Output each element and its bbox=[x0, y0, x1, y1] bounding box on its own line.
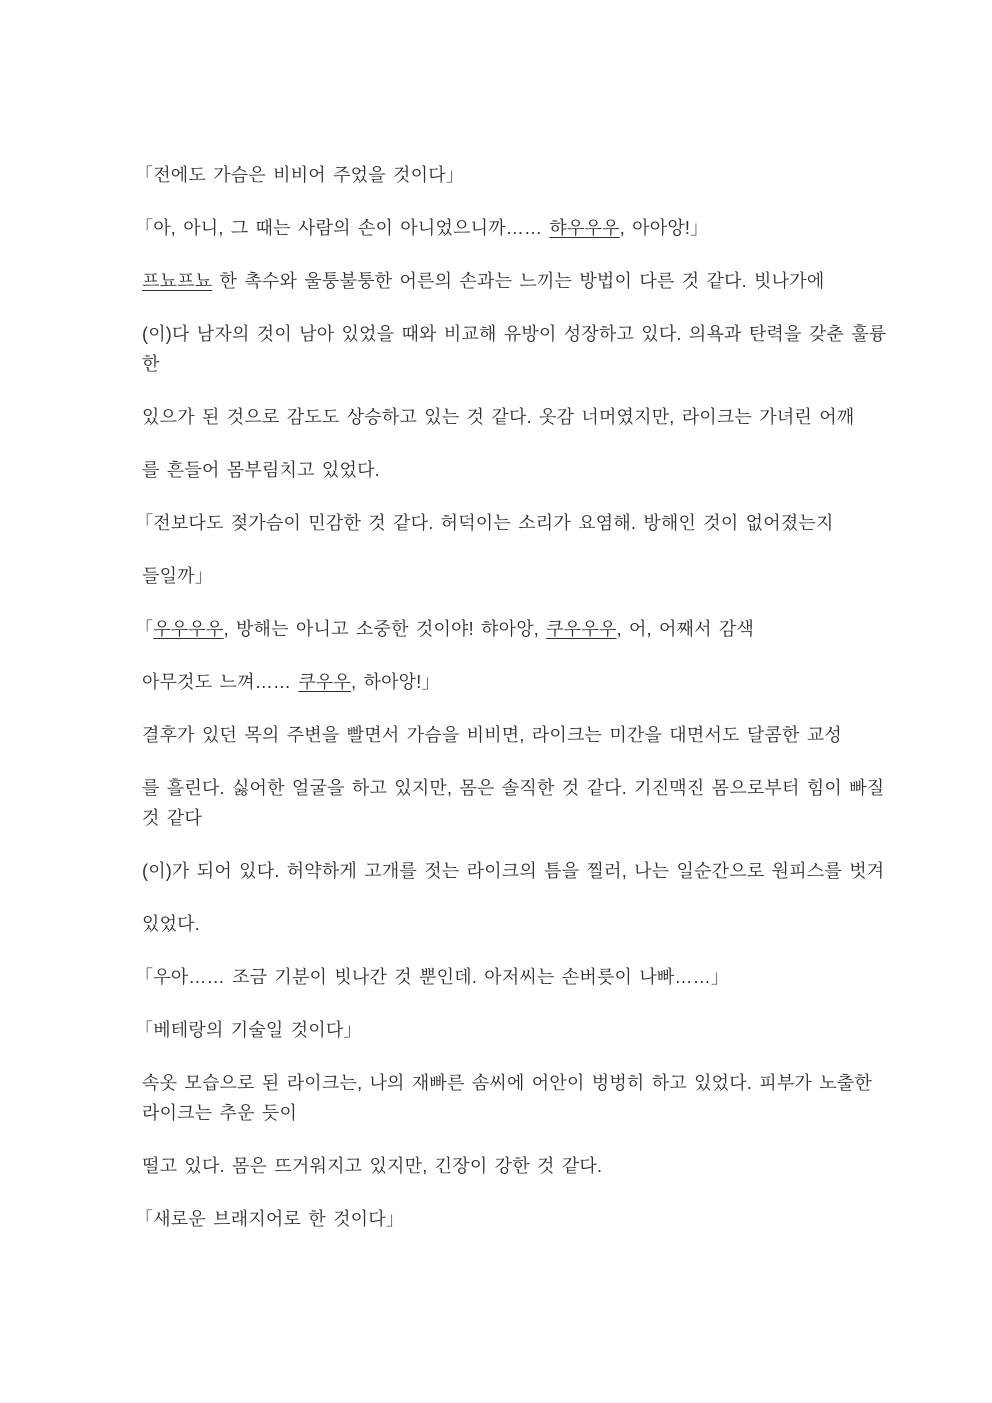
text-line: 「베테랑의 기술일 것이다」 bbox=[135, 1020, 362, 1040]
text-segment: , 하아앙!」 bbox=[351, 672, 440, 692]
text-line: 것 같다 bbox=[142, 808, 202, 828]
text-line: 한 bbox=[142, 354, 160, 374]
paragraph bbox=[135, 266, 952, 296]
text-line: 를 흔들어 몸부림치고 있었다. bbox=[142, 460, 380, 480]
text-line: 「새로운 브래지어로 한 것이다」 bbox=[135, 1209, 405, 1229]
underlined-term: 프뇨프뇨 bbox=[142, 271, 213, 291]
paragraph bbox=[135, 1204, 952, 1234]
text-line bbox=[135, 614, 952, 644]
paragraph bbox=[135, 561, 952, 591]
text-line: 속옷 모습으로 된 라이크는, 나의 재빠른 솜씨에 어안이 벙벙히 하고 있었다. 피부가 노출한 bbox=[142, 1073, 872, 1093]
paragraph bbox=[135, 856, 952, 886]
paragraph bbox=[135, 1068, 952, 1128]
text-line: 를 흘린다. 싫어한 얼굴을 하고 있지만, 몸은 솔직한 것 같다. 기진맥진 몸으로부터 힘이 빠질 bbox=[142, 778, 885, 798]
paragraph bbox=[135, 455, 952, 485]
paragraph bbox=[135, 909, 952, 939]
text-segment: 아무것도 느껴…… bbox=[142, 672, 299, 692]
underlined-term: 햐우우우 bbox=[549, 218, 620, 238]
text-line: 들일까」 bbox=[142, 566, 213, 586]
underlined-term: 쿠우우우 bbox=[546, 619, 617, 639]
text-line: 떨고 있다. 몸은 뜨거워지고 있지만, 긴장이 강한 것 같다. bbox=[142, 1156, 603, 1176]
text-line bbox=[142, 667, 952, 697]
text-line: 결후가 있던 목의 주변을 빨면서 가슴을 비비면, 라이크는 미간을 대면서도 달콤한 교성 bbox=[142, 725, 842, 745]
text-line: 「우아…… 조금 기분이 빗나간 것 뿐인데. 아저씨는 손버릇이 나빠……」 bbox=[135, 967, 730, 987]
paragraph bbox=[135, 773, 952, 833]
paragraph bbox=[135, 667, 952, 697]
paragraph bbox=[135, 962, 952, 992]
text-segment: , 방해는 아니고 소중한 것이야! 햐아앙, bbox=[223, 619, 547, 639]
text-line: 「전에도 가슴은 비비어 주었을 것이다」 bbox=[135, 165, 465, 185]
text-line bbox=[135, 213, 952, 243]
text-line: (이)가 되어 있다. 허약하게 고개를 젓는 라이크의 틈을 찔러, 나는 일순간으로 원피스를 벗겨 bbox=[142, 861, 885, 881]
text-line: (이)다 남자의 것이 남아 있었을 때와 비교해 유방이 성장하고 있다. 의욕과 탄력을 갖춘 훌륭 bbox=[142, 324, 887, 344]
paragraph bbox=[135, 720, 952, 750]
text-line bbox=[142, 266, 952, 296]
text-segment: 「아, 아니, 그 때는 사람의 손이 아니었으니까…… bbox=[135, 218, 550, 238]
paragraph bbox=[135, 319, 952, 379]
underlined-term: 우우우우 bbox=[153, 619, 224, 639]
paragraph bbox=[135, 1015, 952, 1045]
text-line: 「전보다도 젖가슴이 민감한 것 같다. 허덕이는 소리가 요염해. 방해인 것이 없어졌는지 bbox=[135, 513, 834, 533]
text-segment: 「 bbox=[135, 619, 154, 639]
underlined-term: 쿠우우 bbox=[298, 672, 352, 692]
text-line: 있으가 된 것으로 감도도 상승하고 있는 것 같다. 옷감 너머였지만, 라이크는 가녀린 어깨 bbox=[142, 407, 855, 427]
text-segment: , 어, 어째서 감색 bbox=[616, 619, 755, 639]
paragraph bbox=[135, 508, 952, 538]
paragraph bbox=[135, 402, 952, 432]
text-line: 라이크는 추운 듯이 bbox=[142, 1103, 298, 1123]
text-segment: , 아아앙!」 bbox=[619, 218, 709, 238]
paragraph bbox=[135, 614, 952, 644]
paragraph bbox=[135, 1151, 952, 1181]
text-line: 있었다. bbox=[142, 914, 200, 934]
paragraph bbox=[135, 160, 952, 190]
text-segment: 한 촉수와 울퉁불퉁한 어른의 손과는 느끼는 방법이 다른 것 같다. 빗나가에 bbox=[212, 271, 825, 291]
paragraph bbox=[135, 213, 952, 243]
